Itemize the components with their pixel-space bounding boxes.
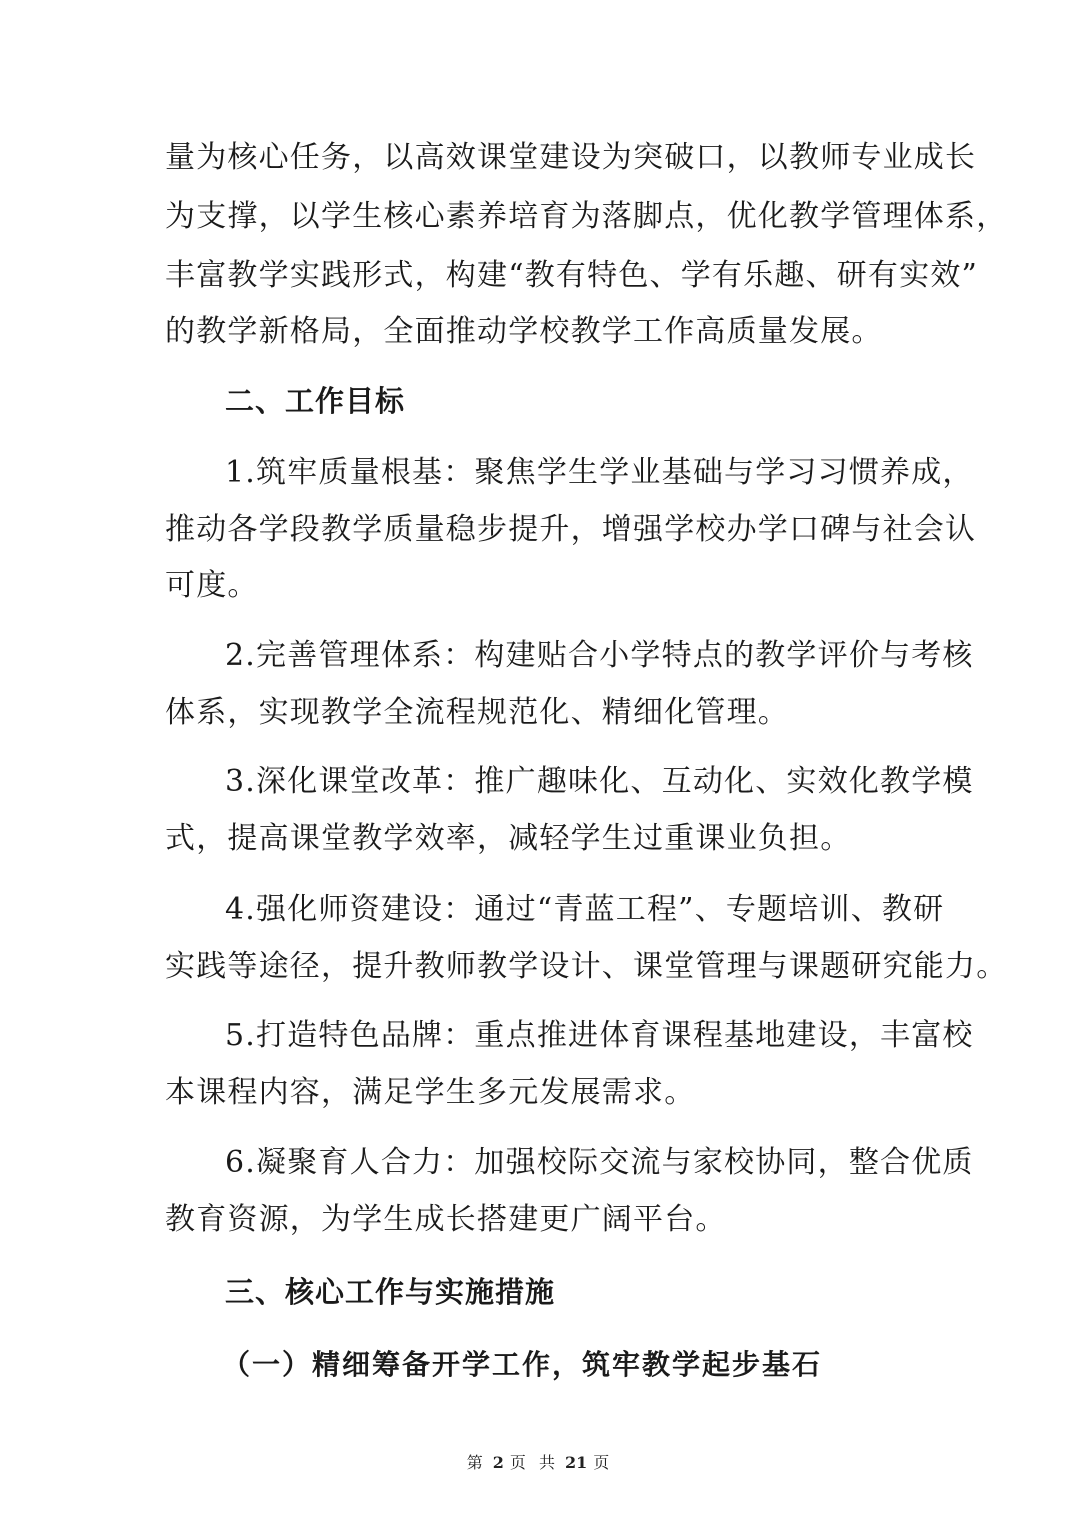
intro-line-3: 丰富教学实践形式，构建“教有特色、学有乐趣、研有实效” <box>165 258 979 293</box>
intro-line-2: 为支撑，以学生核心素养培育为落脚点，优化教学管理体系， <box>165 199 1008 234</box>
goal-6-line-1: 6.凝聚育人合力：加强校际交流与家校协同，整合优质 <box>225 1145 974 1180</box>
goal-4-line-1: 4.强化师资建设：通过“青蓝工程”、专题培训、教研 <box>225 892 945 927</box>
section-heading-goals: 二、工作目标 <box>225 384 406 418</box>
intro-line-1: 量为核心任务，以高效课堂建设为突破口，以教师专业成长 <box>165 140 977 175</box>
footer-current-page: 2 <box>492 1453 504 1472</box>
footer-suffix: 页 <box>593 1453 614 1472</box>
goal-1-line-1: 1.筑牢质量根基：聚焦学生学业基础与学习习惯养成， <box>225 455 974 490</box>
intro-line-4: 的教学新格局，全面推动学校教学工作高质量发展。 <box>165 314 883 349</box>
goal-5-line-2: 本课程内容，满足学生多元发展需求。 <box>165 1075 696 1110</box>
footer-prefix: 第 <box>466 1453 487 1472</box>
subsection-heading-1: （一）精细筹备开学工作，筑牢教学起步基石 <box>222 1348 823 1381</box>
section-heading-core-work: 三、核心工作与实施措施 <box>225 1275 556 1309</box>
goal-1-line-3: 可度。 <box>165 568 259 603</box>
goal-3-line-2: 式，提高课堂教学效率，减轻学生过重课业负担。 <box>165 821 852 856</box>
goal-5-line-1: 5.打造特色品牌：重点推进体育课程基地建设，丰富校 <box>225 1018 974 1053</box>
goal-6-line-2: 教育资源，为学生成长搭建更广阔平台。 <box>165 1202 727 1237</box>
footer-middle: 页 共 <box>509 1453 559 1472</box>
footer-total-pages: 21 <box>564 1453 588 1472</box>
goal-2-line-2: 体系，实现教学全流程规范化、精细化管理。 <box>165 695 789 730</box>
page-number-footer <box>0 1452 1080 1474</box>
goal-4-line-2: 实践等途径，提升教师教学设计、课堂管理与课题研究能力。 <box>165 949 1008 984</box>
goal-2-line-1: 2.完善管理体系：构建贴合小学特点的教学评价与考核 <box>225 638 974 673</box>
goal-3-line-1: 3.深化课堂改革：推广趣味化、互动化、实效化教学模 <box>225 764 974 799</box>
goal-1-line-2: 推动各学段教学质量稳步提升，增强学校办学口碑与社会认 <box>165 512 977 547</box>
